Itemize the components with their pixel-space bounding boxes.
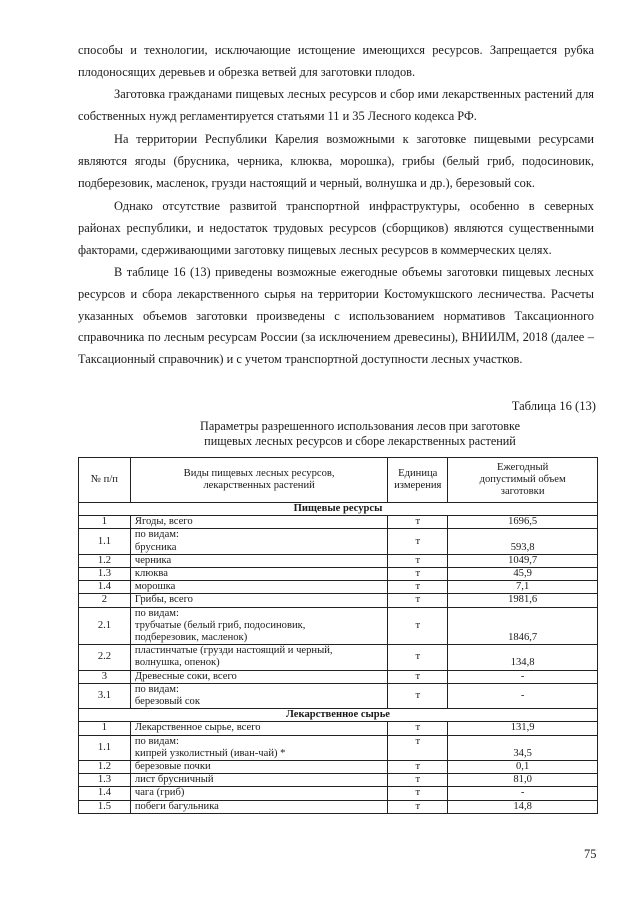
row-unit: т [388, 568, 448, 581]
row-unit: т [388, 800, 448, 813]
row-num: 2.1 [79, 607, 131, 645]
row-unit: т [388, 554, 448, 567]
header-num: № п/п [79, 458, 131, 503]
header-unit-line-2: измерения [394, 480, 442, 491]
row-volume: 134,8 [448, 645, 598, 670]
row-name: клюква [130, 568, 387, 581]
row-num: 1.1 [79, 735, 131, 760]
header-volume-line-2: допустимый объем [479, 473, 566, 485]
section-row-food [79, 503, 598, 516]
section-title-medicinal: Лекарственное сырье [79, 709, 598, 722]
row-volume: - [448, 787, 598, 800]
row-num: 3 [79, 670, 131, 683]
row-volume: - [448, 670, 598, 683]
row-volume: 1846,7 [448, 607, 598, 645]
row-unit: т [388, 581, 448, 594]
header-name-line-2: лекарственных растений [203, 480, 315, 491]
row-unit: т [388, 722, 448, 735]
table-row [79, 761, 598, 774]
row-volume: 1981,6 [448, 594, 598, 607]
table-row [79, 787, 598, 800]
row-volume: 1049,7 [448, 554, 598, 567]
paragraph-1: способы и технологии, исключающие истощение имеющихся ресурсов. Запрещается рубка плодоносящих деревьев и обрезка ветвей для заготовки плодов. [78, 43, 594, 79]
row-name [130, 607, 387, 645]
row-num: 1.4 [79, 581, 131, 594]
header-volume-line-1: Ежегодный [496, 461, 549, 473]
row-name: чага (гриб) [130, 787, 387, 800]
row-num: 2.2 [79, 645, 131, 670]
row-unit: т [388, 607, 448, 645]
row-unit: т [388, 670, 448, 683]
table-row [79, 722, 598, 735]
table-row [79, 581, 598, 594]
row-volume: 1696,5 [448, 516, 598, 529]
paragraph-4: Однако отсутствие развитой транспортной инфраструктуры, особенно в северных районах республики, и недостаток трудовых ресурсов (сборщиков) являются существенными факторами, сдерживающими заготовку пищевых лесных ресурсов в коммерческих целях. [78, 199, 594, 257]
row-name [130, 645, 387, 670]
row-volume: 14,8 [448, 800, 598, 813]
row-name [130, 735, 387, 760]
table-row [79, 594, 598, 607]
table-row [79, 568, 598, 581]
row-unit: т [388, 516, 448, 529]
row-name-line-1: пластинчатые (грузди настоящий и черный, [134, 645, 333, 657]
header-volume [448, 458, 598, 503]
table-row [79, 735, 598, 760]
table-row [79, 516, 598, 529]
row-unit: т [388, 774, 448, 787]
row-volume: 45,9 [448, 568, 598, 581]
paragraph-5: В таблице 16 (13) приведены возможные ежегодные объемы заготовки пищевых лесных ресурсов и сбора лекарственного сырья на территории Костомукшского лесничества. Расчеты указанных объемов заготовки произведены с использованием нормативов Таксационного справочника по лесным ресурсам России (за исключением древесины), ВНИИЛМ, 2018 (далее – Таксационный справочник) и с учетом транспортной доступности лесных участков. [78, 265, 594, 367]
row-name-line-1: по видам: [134, 683, 179, 695]
row-name: Древесные соки, всего [130, 670, 387, 683]
row-unit: т [388, 529, 448, 554]
row-name-line-1: по видам: [134, 735, 179, 747]
table-row [79, 607, 598, 645]
row-name-line-1: по видам: [134, 529, 179, 541]
table-row [79, 800, 598, 813]
row-name-line-2: брусника [134, 541, 177, 553]
row-name: Грибы, всего [130, 594, 387, 607]
header-volume-line-3: заготовки [500, 486, 545, 498]
table-caption [150, 419, 570, 449]
row-num: 1.5 [79, 800, 131, 813]
row-num: 1.1 [79, 529, 131, 554]
row-name: лист брусничный [130, 774, 387, 787]
caption-line-2: пищевых лесных ресурсов и сборе лекарственных растений [204, 434, 516, 448]
section-row-medicinal [79, 709, 598, 722]
table-header-row [79, 458, 598, 503]
row-num: 2 [79, 594, 131, 607]
page-number: 75 [584, 847, 597, 861]
header-unit [388, 458, 448, 503]
table-label: Таблица 16 (13) [511, 399, 596, 413]
row-unit: т [388, 735, 448, 760]
row-unit: т [388, 645, 448, 670]
section-title-food: Пищевые ресурсы [79, 503, 598, 516]
row-num: 1.3 [79, 774, 131, 787]
row-volume: 7,1 [448, 581, 598, 594]
row-volume: 0,1 [448, 761, 598, 774]
row-unit: т [388, 761, 448, 774]
row-unit: т [388, 594, 448, 607]
row-name: Ягоды, всего [130, 516, 387, 529]
row-volume: 131,9 [448, 722, 598, 735]
row-num: 1 [79, 722, 131, 735]
header-unit-line-1: Единица [398, 467, 438, 479]
row-name-line-1: по видам: [134, 607, 179, 619]
table-row [79, 670, 598, 683]
row-num: 3.1 [79, 683, 131, 708]
row-name: побеги багульника [130, 800, 387, 813]
table-row [79, 529, 598, 554]
row-volume: - [448, 683, 598, 708]
row-num: 1.2 [79, 761, 131, 774]
row-name [130, 683, 387, 708]
parameters-table [78, 457, 598, 814]
row-name-line-2: березовый сок [134, 696, 200, 708]
paragraph-2: Заготовка гражданами пищевых лесных ресурсов и сбор ими лекарственных растений для собственных нужд регламентируется статьями 11 и 35 Лесного кодекса РФ. [78, 87, 594, 123]
row-name: морошка [130, 581, 387, 594]
table-row [79, 683, 598, 708]
row-unit: т [388, 683, 448, 708]
row-volume: 81,0 [448, 774, 598, 787]
row-volume: 34,5 [448, 735, 598, 760]
row-volume: 593,8 [448, 529, 598, 554]
paragraph-3: На территории Республики Карелия возможными к заготовке пищевыми ресурсами являются ягоды (брусника, черника, клюква, морошка), грибы (белый гриб, подосиновик, подберезовик, масленок, грузди настоящий и черный, волнушка и др.), березовый сок. [78, 132, 594, 190]
row-num: 1.4 [79, 787, 131, 800]
header-name [130, 458, 387, 503]
table-row [79, 774, 598, 787]
table-row [79, 554, 598, 567]
row-num: 1.2 [79, 554, 131, 567]
row-num: 1 [79, 516, 131, 529]
row-name-line-2: трубчатые (белый гриб, подосиновик, [134, 619, 306, 631]
row-name: черника [130, 554, 387, 567]
row-name [130, 529, 387, 554]
row-name: березовые почки [130, 761, 387, 774]
row-name: Лекарственное сырье, всего [130, 722, 387, 735]
row-num: 1.3 [79, 568, 131, 581]
row-unit: т [388, 787, 448, 800]
header-name-line-1: Виды пищевых лесных ресурсов, [183, 467, 335, 479]
row-name-line-2: волнушка, опенок) [134, 657, 220, 669]
row-name-line-2: кипрей узколистный (иван-чай) * [134, 747, 286, 759]
table-row [79, 645, 598, 670]
caption-line-1: Параметры разрешенного использования лесов при заготовке [200, 419, 520, 433]
row-name-line-3: подберезовик, масленок) [134, 632, 248, 644]
